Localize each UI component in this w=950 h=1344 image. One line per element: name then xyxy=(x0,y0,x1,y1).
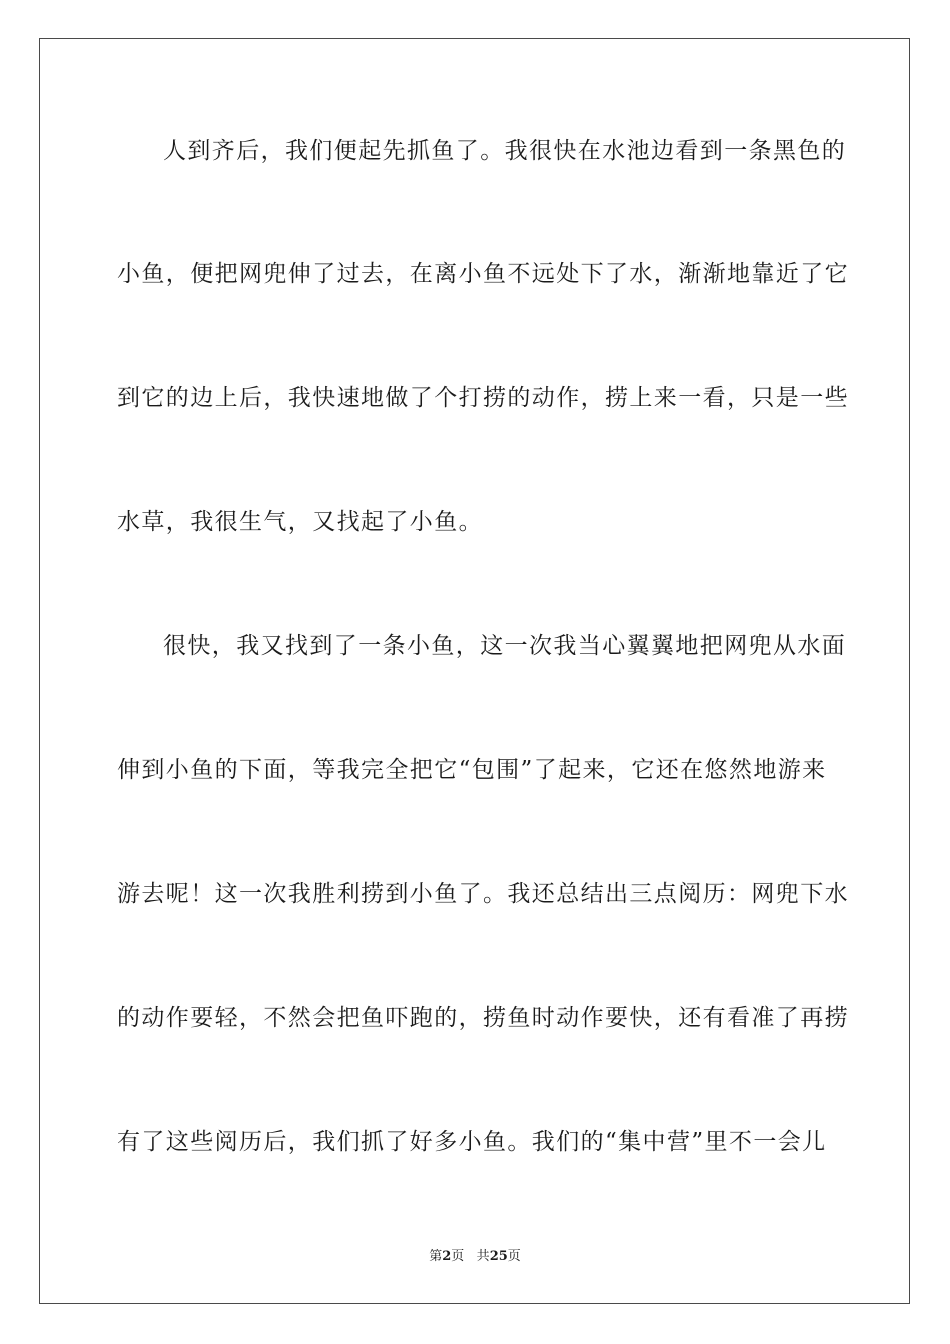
text-line-3: 到它的边上后，我快速地做了个打捞的动作，捞上来一看，只是一些 xyxy=(117,385,849,411)
footer-page-prefix: 第 xyxy=(429,1249,443,1264)
footer-total-pages: 25 xyxy=(489,1249,508,1264)
text-line-7: 游去呢！这一次我胜利捞到小鱼了。我还总结出三点阅历：网兜下水 xyxy=(117,881,849,907)
footer-total-suffix: 页 xyxy=(507,1249,521,1264)
text-line-1: 人到齐后，我们便起先抓鱼了。我很快在水池边看到一条黑色的 xyxy=(163,138,847,164)
footer-page-number: 2 xyxy=(442,1249,452,1264)
text-line-9: 有了这些阅历后，我们抓了好多小鱼。我们的“集中营”里不一会儿 xyxy=(117,1129,827,1155)
text-line-8: 的动作要轻，不然会把鱼吓跑的，捞鱼时动作要快，还有看准了再捞 xyxy=(117,1005,849,1031)
text-line-5: 很快，我又找到了一条小鱼，这一次我当心翼翼地把网兜从水面 xyxy=(163,633,847,659)
page-footer xyxy=(0,1248,950,1266)
text-line-4: 水草，我很生气，又找起了小鱼。 xyxy=(117,509,483,535)
footer-total-prefix: 共 xyxy=(476,1249,490,1264)
page-border xyxy=(39,38,910,1304)
text-line-6: 伸到小鱼的下面，等我完全把它“包围”了起来，它还在悠然地游来 xyxy=(117,757,827,783)
footer-page-suffix: 页 xyxy=(451,1249,465,1264)
text-line-2: 小鱼，便把网兜伸了过去，在离小鱼不远处下了水，渐渐地靠近了它 xyxy=(117,261,849,287)
